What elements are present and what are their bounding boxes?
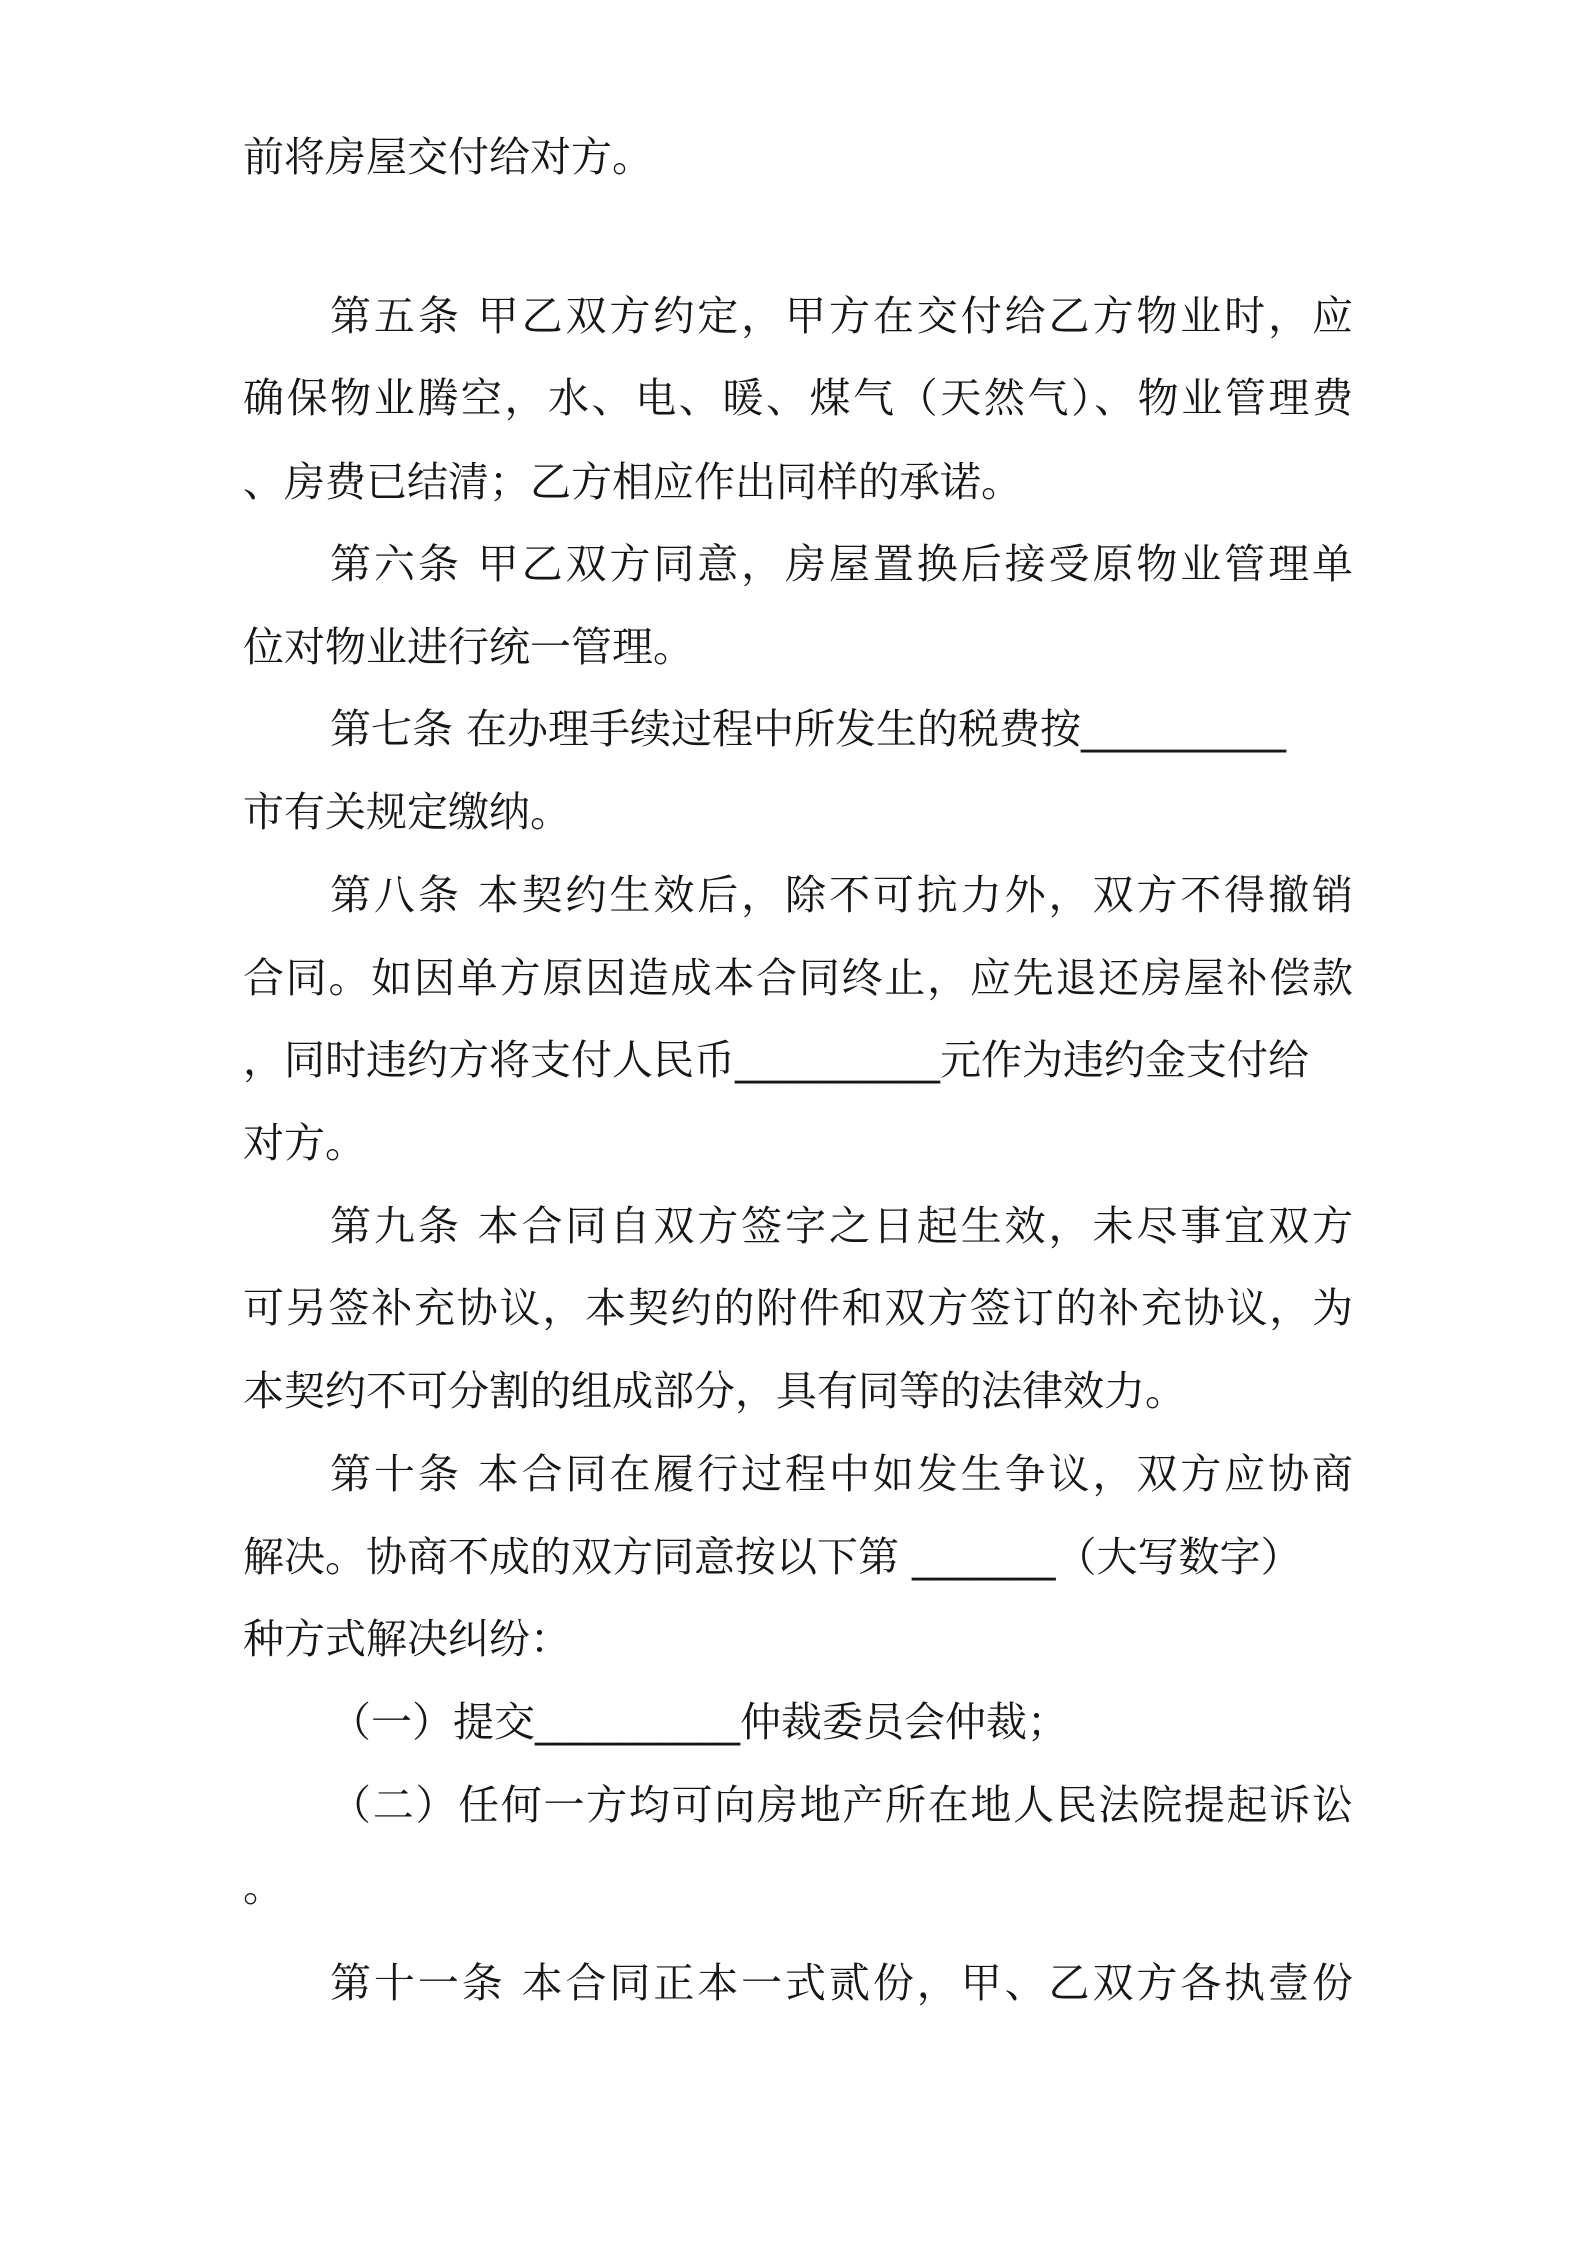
article-8-line-1: 第八条 本契约生效后，除不可抗力外，双方不得撤销	[330, 871, 1353, 919]
article-6-line-1: 第六条 甲乙双方同意，房屋置换后接受原物业管理单	[330, 540, 1353, 588]
text-line: 种方式解决纠纷：	[243, 1615, 571, 1663]
text-line: 本契约不可分割的组成部分，具有同等的法律效力。	[243, 1367, 1186, 1415]
text-line: 可另签补充协议，本契约的附件和双方签订的补充协议，为	[243, 1284, 1353, 1332]
option-2-line: （二）任何一方均可向房地产所在地人民法院提起诉讼	[330, 1781, 1353, 1829]
article-10-line-1: 第十条 本合同在履行过程中如发生争议，双方应协商	[330, 1450, 1353, 1498]
text-line: 合同。如因单方原因造成本合同终止，应先退还房屋补偿款	[243, 954, 1353, 1002]
text-line: 对方。	[243, 1119, 366, 1167]
text-line: 解决。协商不成的双方同意按以下第 _______（大写数字）	[243, 1533, 1302, 1581]
article-11-line-1: 第十一条 本合同正本一式贰份，甲、乙双方各执壹份	[330, 1959, 1353, 2007]
text-line: 、房费已结清；乙方相应作出同样的承诺。	[243, 458, 1022, 506]
text-line: 。	[243, 1863, 284, 1911]
text-line: 前将房屋交付给对方。	[243, 133, 653, 181]
text-line: 确保物业腾空，水、电、暖、煤气（天然气）、物业管理费	[243, 374, 1353, 422]
text-line: ，同时违约方将支付人民币__________元作为违约金支付给	[243, 1036, 1309, 1084]
text-line: 市有关规定缴纳。	[243, 788, 571, 836]
article-7-line-1: 第七条 在办理手续过程中所发生的税费按__________	[330, 705, 1287, 753]
text-line: 位对物业进行统一管理。	[243, 623, 694, 671]
option-1-line: （一）提交__________仲裁委员会仲裁；	[330, 1698, 1068, 1746]
article-9-line-1: 第九条 本合同自双方签字之日起生效，未尽事宜双方	[330, 1202, 1353, 1250]
article-5-line-1: 第五条 甲乙双方约定，甲方在交付给乙方物业时，应	[330, 292, 1353, 340]
